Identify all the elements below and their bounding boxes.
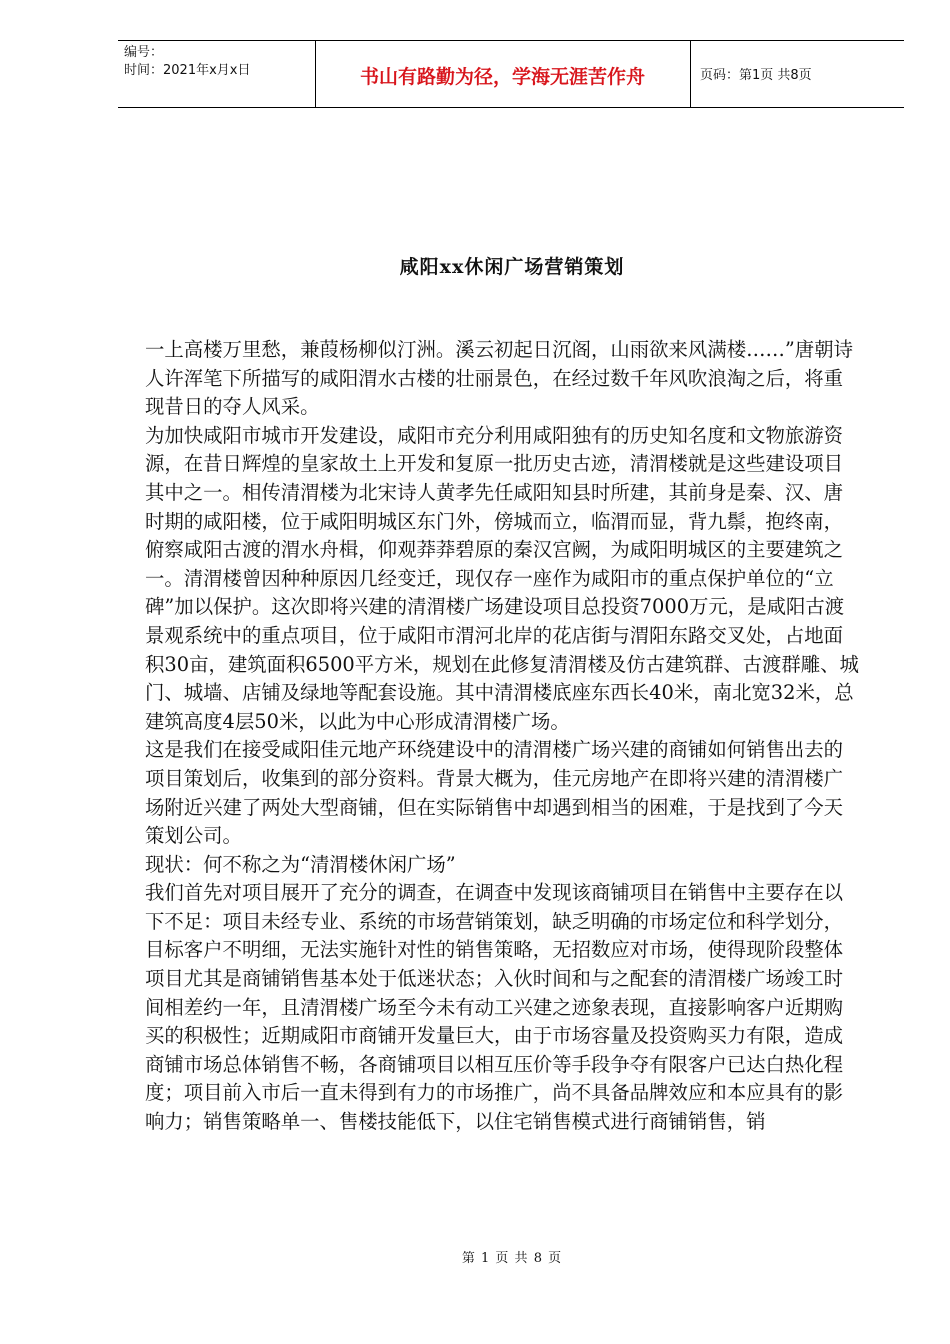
body-paragraph: 我们首先对项目展开了充分的调查，在调查中发现该商铺项目在销售中主要存在以下不足：项目未经专业、系统的市场营销策划，缺乏明确的市场定位和科学划分，目标客户不明细，无法实施针对性的销售策略，无招数应对市场，使得现阶段整体项目尤其是商铺销售基本处于低迷状态；入伙时间和与之配套的清渭楼广场竣工时间相差约一年，且清渭楼广场至今未有动工兴建之迹象表现，直接影响客户近期购买的积极性；近期咸阳市商铺开发量巨大，由于市场容量及投资购买力有限，造成商铺市场总体销售不畅，各商铺项目以相互压价等手段争夺有限客户已达白热化程度；项目前入市后一直未得到有力的市场推广，尚不具备品牌效应和本应具有的影响力；销售策略单一、售楼技能低下，以住宅销售模式进行商铺销售，销	[145, 881, 844, 1134]
body-paragraph: 一上高楼万里愁，兼葭杨柳似汀洲。溪云初起日沉阁，山雨欲来风满楼……”唐朝诗人许浑笔下所描写的咸阳渭水古楼的壮丽景色，在经过数千年风吹浪淘之后，将重现昔日的夺人风采。	[145, 338, 853, 419]
header-page-info: 页码：第1页 共8页	[700, 68, 812, 83]
header-top-rule	[118, 40, 904, 41]
header-divider	[690, 40, 691, 108]
header-bottom-rule	[118, 107, 904, 108]
page-footer: 第 1 页 共 8 页	[461, 1251, 563, 1266]
header-meta	[124, 44, 250, 80]
document-number-label: 编号：	[124, 45, 164, 60]
body-paragraph: 这是我们在接受咸阳佳元地产环绕建设中的清渭楼广场兴建的商铺如何销售出去的项目策划后，收集到的部分资料。背景大概为，佳元房地产在即将兴建的清渭楼广场附近兴建了两处大型商铺，但在实际销售中却遇到相当的困难，于是找到了今天策划公司。	[145, 738, 844, 848]
page-header	[118, 40, 904, 108]
body-paragraph: 为加快咸阳市城市开发建设，咸阳市充分利用咸阳独有的历史知名度和文物旅游资源，在昔日辉煌的皇家故土上开发和复原一批历史古迹，清渭楼就是这些建设项目其中之一。相传清渭楼为北宋诗人黄孝先任咸阳知县时所建，其前身是秦、汉、唐时期的咸阳楼，位于咸阳明城区东门外，傍城而立，临渭而显，背九鬃，抱终南，俯察咸阳古渡的渭水舟楫，仰观莽莽碧原的秦汉宫阙，为咸阳明城区的主要建筑之一。清渭楼曾因种种原因几经变迁，现仅存一座作为咸阳市的重点保护单位的“立碑”加以保护。这次即将兴建的清渭楼广场建设项目总投资7000万元，是咸阳古渡景观系统中的重点项目，位于咸阳市渭河北岸的花店街与渭阳东路交叉处，占地面积30亩，建筑面积6500平方米，规划在此修复清渭楼及仿古建筑群、古渡群雕、城门、城墙、店铺及绿地等配套设施。其中清渭楼底座东西长40米，南北宽32米，总建筑高度4层50米，以此为中心形成清渭楼广场。	[145, 423, 859, 733]
header-motto: 书山有路勤为径，学海无涯苦作舟	[359, 66, 645, 88]
document-time-label: 时间：2021年x月x日	[124, 63, 251, 78]
document-title: 咸阳xx休闲广场营销策划	[399, 256, 625, 278]
document-body	[145, 336, 860, 1137]
body-paragraph: 现状：何不称之为“清渭楼休闲广场”	[145, 852, 456, 876]
